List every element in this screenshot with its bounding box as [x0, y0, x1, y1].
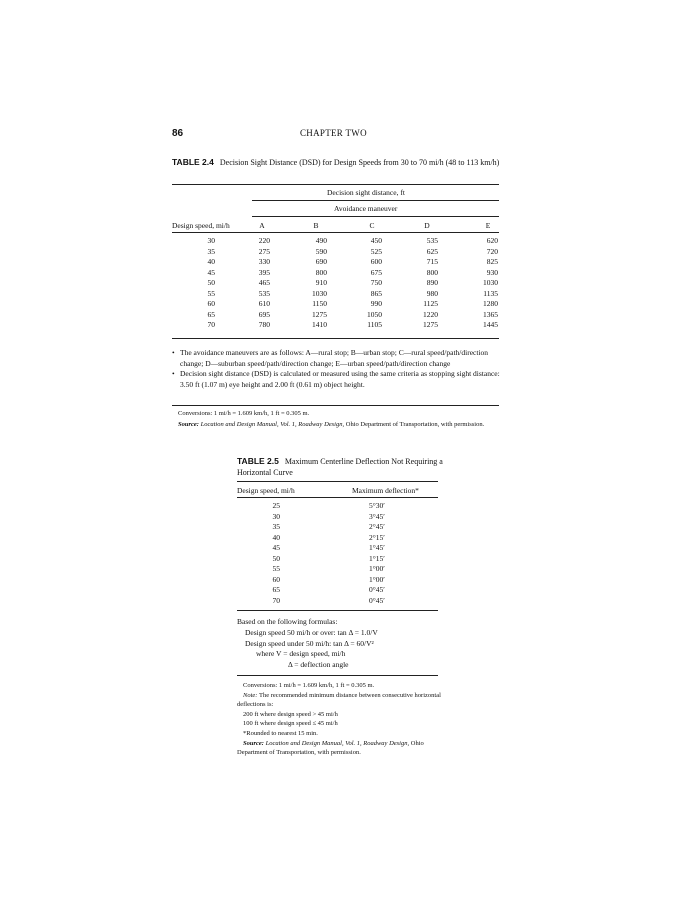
- cell-b: 490: [315, 236, 327, 245]
- cell-b: 590: [315, 246, 327, 256]
- cell-speed: 45: [272, 543, 280, 552]
- table-2-4-header-rule: [172, 232, 499, 233]
- column-header-b: B: [313, 221, 319, 230]
- cell-speed: 55: [272, 564, 280, 573]
- column-header-c: C: [369, 221, 375, 230]
- note-text: The recommended minimum distance between consecutive horizontal deflections is:: [237, 691, 441, 709]
- list-item: [172, 348, 502, 369]
- table-row: [237, 501, 385, 512]
- note-text: The avoidance maneuvers are as follows: A—rural stop; B—urban stop; C—rural speed/path/direction change; D—suburban speed/path/direction change; E—urban speed/path/direction change: [180, 348, 489, 368]
- cell-speed: 30: [272, 511, 280, 521]
- cell-c: 525: [370, 246, 382, 256]
- cell-b: 910: [315, 278, 327, 287]
- cell-a: 535: [258, 288, 270, 298]
- table-2-5-header-deflection: Maximum deflection*: [352, 486, 419, 495]
- table-2-4-subgroup-rule: [252, 216, 499, 217]
- cell-speed: 55: [207, 288, 215, 298]
- cell-d: 1220: [423, 309, 438, 319]
- bullet-icon: •: [172, 348, 175, 357]
- cell-deflection: 3°45′: [369, 511, 385, 521]
- table-2-5-header-speed: Design speed, mi/h: [237, 486, 295, 495]
- cell-c: 450: [370, 236, 382, 245]
- cell-a: 220: [258, 236, 270, 245]
- list-item: 100 ft where design speed ≤ 45 mi/h: [243, 720, 338, 728]
- cell-speed: 35: [272, 522, 280, 531]
- cell-deflection: 1°45′: [369, 543, 385, 552]
- cell-e: 1445: [483, 320, 498, 329]
- cell-b: 800: [315, 267, 327, 277]
- table-row: [237, 585, 385, 596]
- cell-deflection: 2°45′: [369, 522, 385, 531]
- cell-speed: 30: [207, 236, 215, 245]
- table-row: [237, 554, 385, 565]
- cell-deflection: 1°00′: [369, 574, 385, 584]
- page-number: 86: [172, 128, 184, 139]
- table-2-4-group-header: Decision sight distance, ft: [327, 188, 405, 197]
- rounding-note: *Rounded to nearest 15 min.: [243, 729, 318, 737]
- table-2-4-subgroup-header: Avoidance maneuver: [334, 204, 398, 213]
- table-2-4-title: Decision Sight Distance (DSD) for Design Speeds from 30 to 70 mi/h (48 to 113 km/h): [219, 158, 500, 167]
- table-2-4-notes-rule: [172, 405, 499, 406]
- table-2-5-caption: [237, 456, 477, 478]
- table-2-5-label: TABLE 2.5: [237, 456, 279, 466]
- table-row: [172, 320, 498, 331]
- cell-b: 1410: [312, 320, 327, 329]
- table-2-4-source: [172, 420, 500, 430]
- table-2-5-bottom-rule: [237, 610, 438, 611]
- table-row: [172, 289, 498, 300]
- cell-e: 620: [486, 236, 498, 245]
- table-2-5-top-rule: [237, 481, 438, 482]
- cell-a: 695: [258, 309, 270, 319]
- cell-speed: 60: [272, 574, 280, 584]
- cell-d: 535: [426, 236, 438, 245]
- cell-deflection: 0°45′: [369, 595, 385, 605]
- table-2-4-group-rule: [252, 200, 499, 201]
- cell-deflection: 1°15′: [369, 553, 385, 563]
- cell-deflection: 5°30′: [369, 501, 385, 510]
- chapter-title: CHAPTER TWO: [300, 128, 367, 138]
- column-header-d: D: [424, 221, 430, 230]
- source-label: Source:: [178, 421, 199, 428]
- cell-speed: 45: [207, 267, 215, 277]
- table-2-5-formula-rule: [237, 675, 438, 676]
- table-2-4-notes: [172, 348, 502, 390]
- cell-a: 610: [258, 299, 270, 308]
- cell-b: 690: [315, 257, 327, 266]
- cell-e: 825: [486, 257, 498, 266]
- cell-speed: 50: [272, 553, 280, 563]
- table-2-4-bottom-rule: [172, 338, 499, 339]
- cell-d: 1275: [423, 320, 438, 329]
- formula-line: Design speed under 50 mi/h: tan Δ = 60/V²: [245, 638, 374, 648]
- table-row: [237, 564, 385, 575]
- table-row: [237, 533, 385, 544]
- table-row: [172, 236, 498, 247]
- table-2-5-note: [237, 691, 447, 710]
- cell-e: 1135: [483, 288, 498, 298]
- cell-c: 865: [370, 288, 382, 298]
- column-header-e: E: [485, 221, 491, 230]
- table-row: [237, 512, 385, 523]
- table-row: [172, 268, 498, 279]
- cell-e: 1030: [483, 278, 498, 287]
- table-2-4-body: [172, 236, 498, 331]
- table-2-5-source: [237, 739, 447, 758]
- table-2-5-formulas: [237, 617, 457, 671]
- formula-line: Design speed 50 mi/h or over: tan Δ = 1.0/V: [245, 627, 378, 637]
- cell-b: 1030: [312, 288, 327, 298]
- source-rest: Ohio Department of Transportation, with permission.: [237, 739, 424, 757]
- source-title: Location and Design Manual, Vol. 1, Roadway Design,: [200, 421, 345, 428]
- cell-e: 1280: [483, 299, 498, 308]
- cell-b: 1150: [312, 299, 327, 308]
- cell-d: 980: [426, 288, 438, 298]
- cell-c: 990: [370, 299, 382, 308]
- cell-deflection: 2°15′: [369, 532, 385, 542]
- table-2-5-body: [237, 501, 385, 606]
- table-2-4-top-rule: [172, 184, 499, 185]
- table-2-4-caption: [172, 157, 512, 168]
- note-text: Decision sight distance (DSD) is calculated or measured using the same criteria as stopping sight distance: 3.50 ft (1.07 m) eye height and 2.00 ft (0.61 m) object height.: [180, 369, 500, 389]
- cell-speed: 40: [272, 532, 280, 542]
- cell-a: 275: [258, 246, 270, 256]
- cell-deflection: 0°45′: [369, 585, 385, 594]
- cell-a: 395: [258, 267, 270, 277]
- note-label: Note:: [243, 691, 258, 699]
- cell-c: 1105: [367, 320, 382, 329]
- cell-a: 330: [258, 257, 270, 266]
- cell-b: 1275: [312, 309, 327, 319]
- table-2-4-row-header: Design speed, mi/h: [172, 221, 230, 230]
- cell-speed: 65: [272, 585, 280, 594]
- cell-d: 800: [426, 267, 438, 277]
- table-2-5-conversions: Conversions: 1 mi/h = 1.609 km/h, 1 ft = 0.305 m.: [243, 682, 375, 689]
- table-row: [172, 278, 498, 289]
- table-row: [237, 522, 385, 533]
- table-row: [237, 596, 385, 607]
- cell-c: 600: [370, 257, 382, 266]
- table-row: [172, 257, 498, 268]
- cell-e: 720: [486, 246, 498, 256]
- cell-speed: 35: [207, 246, 215, 256]
- cell-e: 930: [486, 267, 498, 277]
- table-row: [237, 543, 385, 554]
- source-rest: Ohio Department of Transportation, with permission.: [345, 421, 485, 428]
- cell-e: 1365: [483, 309, 498, 319]
- cell-d: 625: [426, 246, 438, 256]
- cell-a: 465: [258, 278, 270, 287]
- table-2-5-notes: [237, 681, 447, 758]
- cell-deflection: 1°00′: [369, 564, 385, 573]
- cell-c: 750: [370, 278, 382, 287]
- cell-speed: 40: [207, 257, 215, 266]
- table-row: [172, 299, 498, 310]
- cell-speed: 70: [272, 595, 280, 605]
- table-2-4-conversions: Conversions: 1 mi/h = 1.609 km/h, 1 ft = 0.305 m.: [178, 410, 310, 417]
- table-row: [172, 310, 498, 321]
- cell-speed: 65: [207, 309, 215, 319]
- table-row: [172, 247, 498, 258]
- cell-d: 890: [426, 278, 438, 287]
- table-2-5-title: Maximum Centerline Deflection Not Requiring a Horizontal Curve: [237, 457, 443, 477]
- cell-speed: 50: [207, 278, 215, 287]
- bullet-icon: •: [172, 369, 175, 378]
- cell-d: 715: [426, 257, 438, 266]
- list-item: 200 ft where design speed > 45 mi/h: [243, 710, 338, 718]
- source-title: Location and Design Manual, Vol. 1, Roadway Design,: [265, 739, 410, 747]
- cell-c: 675: [370, 267, 382, 277]
- cell-speed: 60: [207, 299, 215, 308]
- table-2-4-label: TABLE 2.4: [172, 157, 214, 167]
- cell-speed: 70: [207, 320, 215, 329]
- cell-a: 780: [258, 320, 270, 329]
- cell-c: 1050: [367, 309, 382, 319]
- formula-line: Δ = deflection angle: [288, 660, 349, 670]
- formula-intro: Based on the following formulas:: [237, 617, 338, 626]
- cell-d: 1125: [423, 299, 438, 308]
- column-header-a: A: [259, 221, 265, 230]
- cell-speed: 25: [272, 501, 280, 510]
- source-label: Source:: [243, 739, 264, 747]
- table-row: [237, 575, 385, 586]
- formula-line: where V = design speed, mi/h: [256, 649, 346, 659]
- list-item: [172, 369, 502, 390]
- table-2-5-header-rule: [237, 497, 438, 498]
